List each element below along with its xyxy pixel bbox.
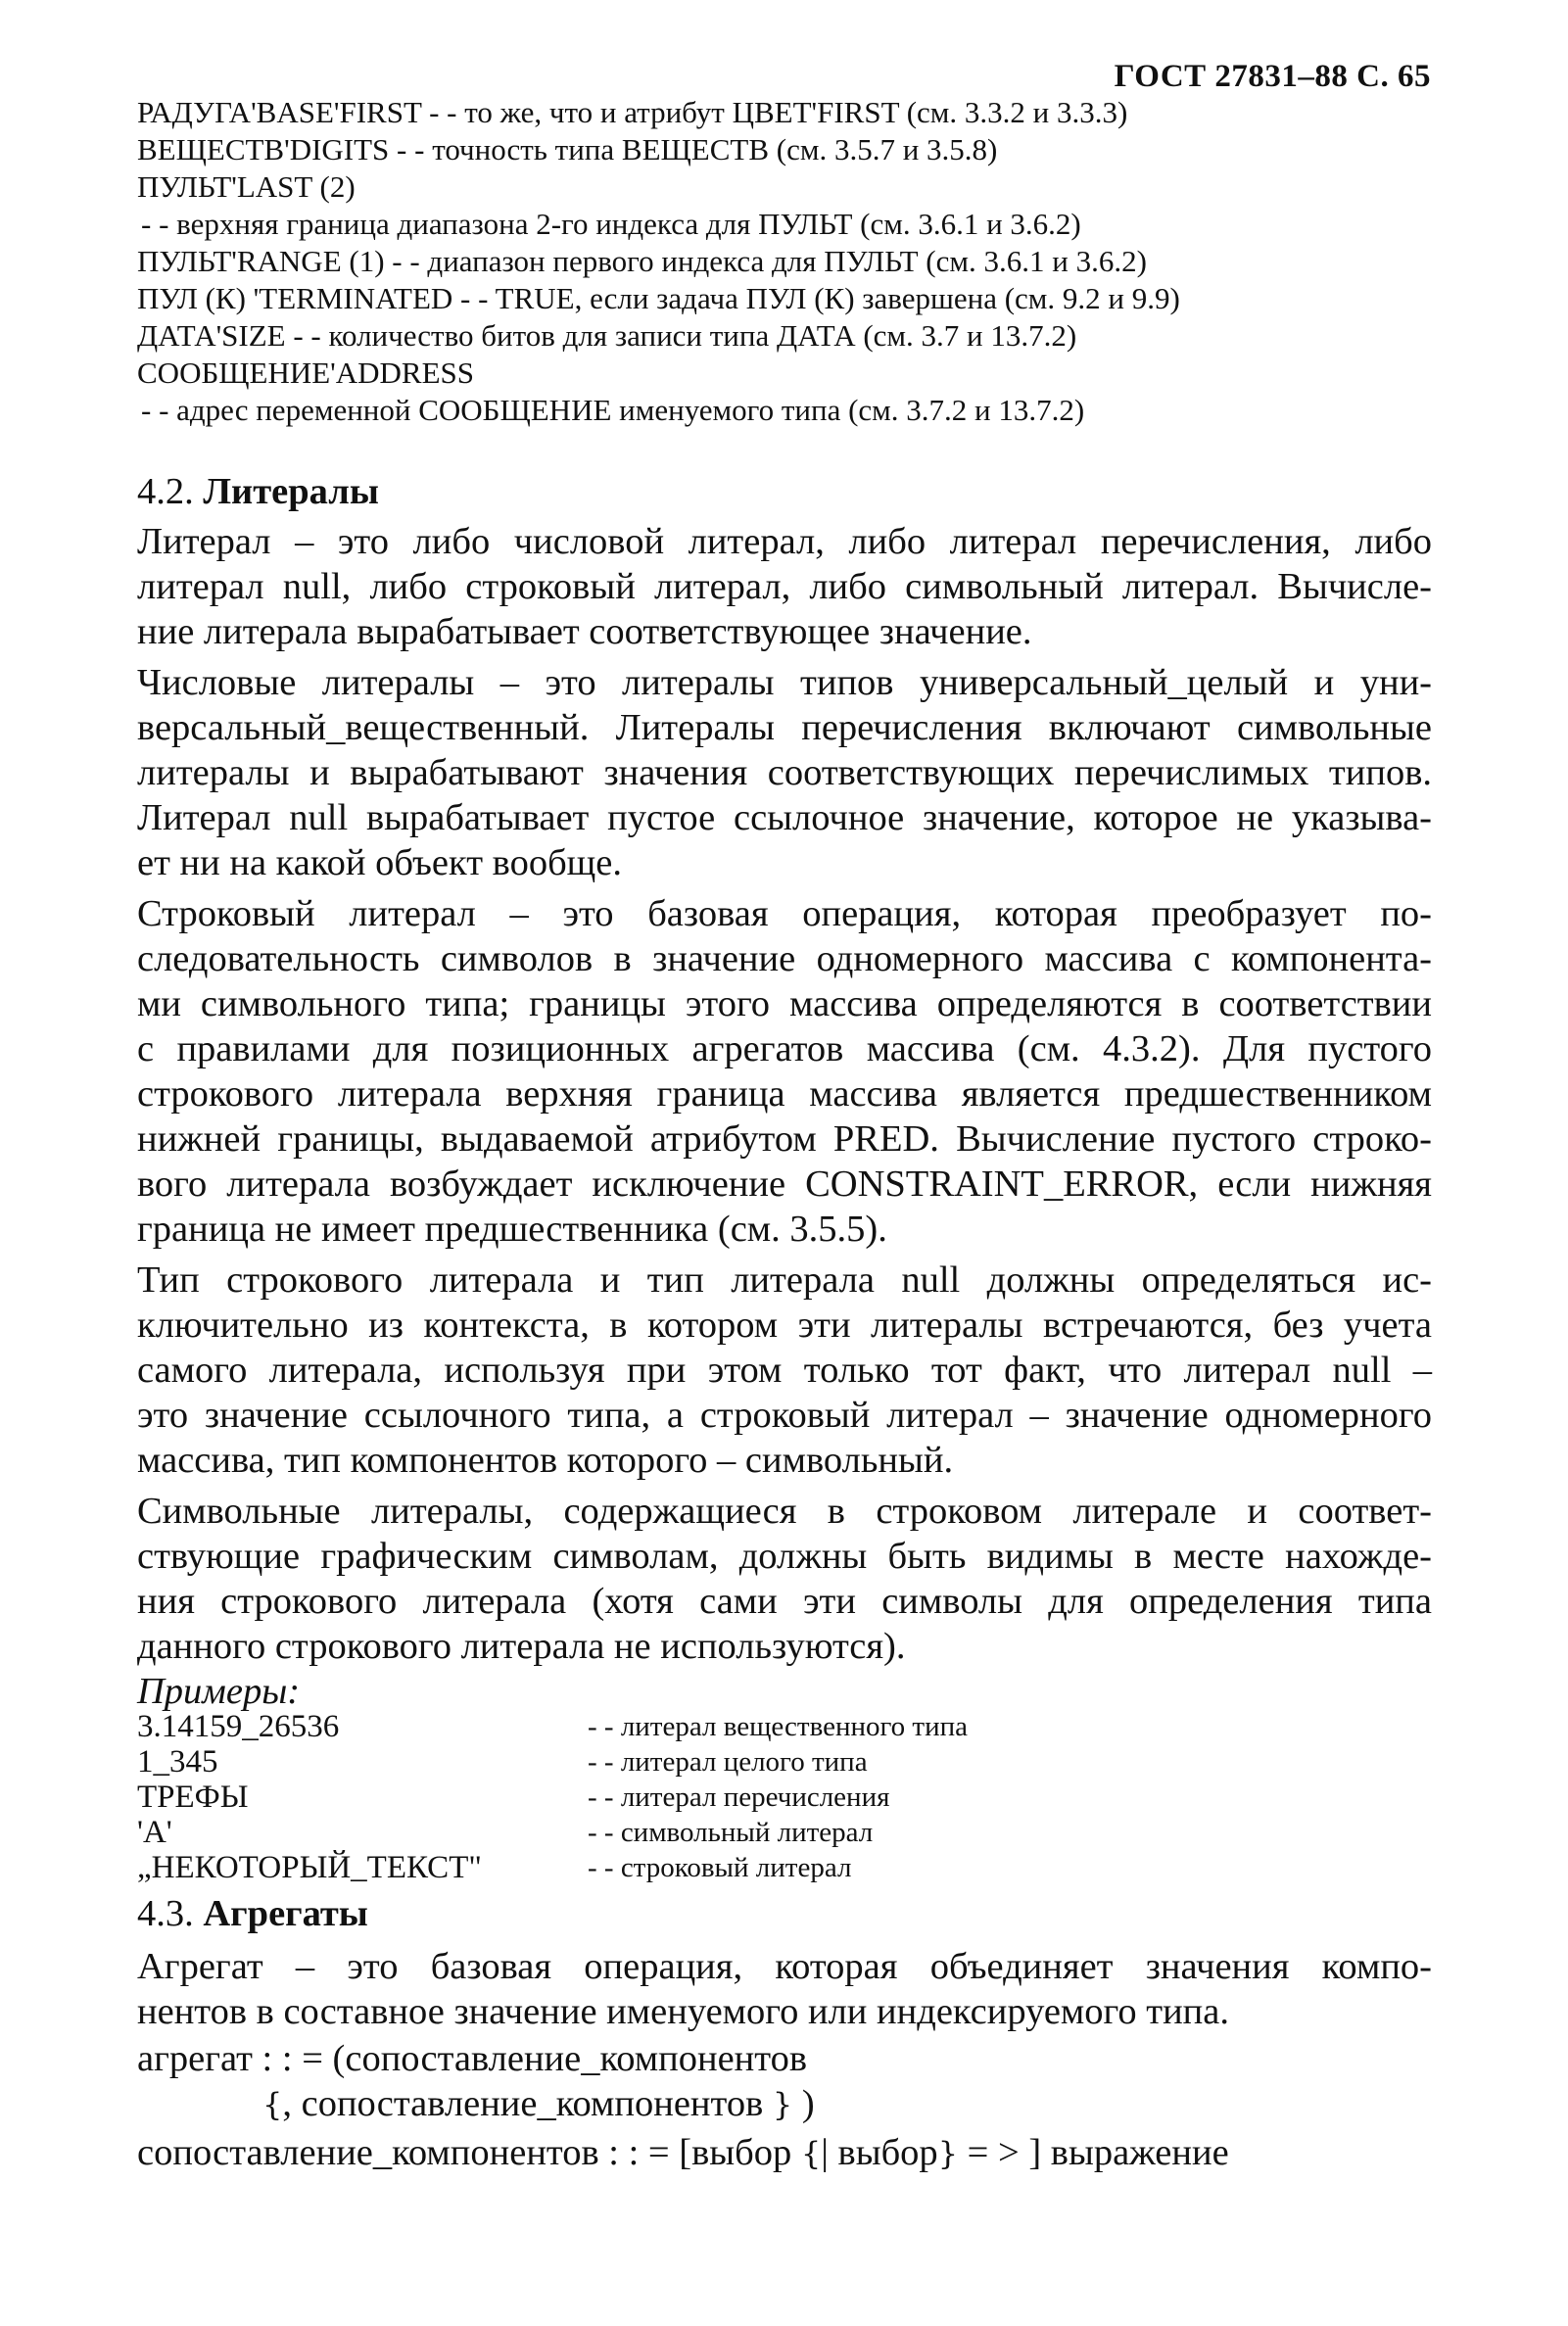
text-line: с правилами для позиционных агрегатов массива (см. 4.3.2). Для пустого	[137, 1028, 1432, 1069]
attribute-line: ВЕЩЕСТВ'DIGITS - - точность типа ВЕЩЕСТВ (см. 3.5.7 и 3.5.8)	[137, 132, 998, 166]
text-line: Литерал – это либо числовой литерал, либо литерал перечисления, либо	[137, 521, 1432, 562]
text-line: массива, тип компонентов которого – символьный.	[137, 1440, 954, 1481]
close-brace: }	[937, 2135, 959, 2172]
syntax-line	[137, 2130, 1432, 2175]
text-line: литералы и вырабатывают значения соответствующих перечислимых типов.	[137, 752, 1432, 793]
text-line: строкового литерала верхняя граница массива является предшественником	[137, 1073, 1432, 1115]
text-line: ми символьного типа; границы этого массива определяются в соответствии	[137, 983, 1432, 1024]
text-line: следовательность символов в значение одномерного массива с компонента-	[137, 938, 1432, 979]
text-line: данного строкового литерала не используются).	[137, 1626, 906, 1667]
attribute-line: ПУЛЬТ'LAST (2)	[137, 169, 356, 204]
example-code: 'A'	[137, 1815, 172, 1850]
text-line: Числовые литералы – это литералы типов универсальный_целый и уни-	[137, 662, 1432, 703]
text-line: Строковый литерал – это базовая операция, которая преобразует по-	[137, 893, 1432, 934]
text-line: вого литерала возбуждает исключение CONSTRAINT_ERROR, если нижняя	[137, 1163, 1432, 1205]
page-header: ГОСТ 27831–88 С. 65	[1114, 59, 1431, 94]
text-line: ние литерала вырабатывает соответствующее значение.	[137, 611, 1032, 652]
example-code: ТРЕФЫ	[137, 1780, 249, 1815]
attribute-line: - - адрес переменной СООБЩЕНИЕ именуемого типа (см. 3.7.2 и 13.7.2)	[141, 393, 1085, 427]
syntax-text: | выбор	[821, 2132, 938, 2173]
example-comment: - - литерал вещественного типа	[588, 1711, 969, 1742]
attribute-line: ПУЛЬТ'RANGE (1) - - диапазон первого индекса для ПУЛЬТ (см. 3.6.1 и 3.6.2)	[137, 244, 1147, 278]
examples-label: Примеры:	[137, 1671, 301, 1712]
example-code: 3.14159_26536	[137, 1709, 340, 1744]
text-line: ключительно из контекста, в котором эти литералы встречаются, без учета	[137, 1305, 1432, 1346]
attribute-line: СООБЩЕНИЕ'ADDRESS	[137, 356, 475, 390]
attribute-examples	[137, 94, 1430, 429]
text-line: Агрегат – это базовая операция, которая объединяет значения компо-	[137, 1946, 1432, 1987]
paragraph	[137, 1489, 1432, 1669]
close-brace: }	[772, 2086, 793, 2123]
text-line: Символьные литералы, содержащиеся в строковом литерале и соответ-	[137, 1491, 1432, 1532]
example-code: „НЕКОТОРЫЙ_ТЕКСТ"	[137, 1850, 482, 1885]
example-comment: - - литерал целого типа	[588, 1746, 868, 1778]
text-line: нентов в составное значение именуемого или индексируемого типа.	[137, 1991, 1229, 2032]
section-number: 4.3.	[137, 1893, 194, 1934]
attribute-line: ДАТА'SIZE - - количество битов для записи типа ДАТА (см. 3.7 и 13.7.2)	[137, 318, 1077, 353]
text-line: нижней границы, выдаваемой атрибутом PRED. Вычисление пустого строко-	[137, 1118, 1432, 1160]
attribute-line: РАДУГА'BASE'FIRST - - то же, что и атрибут ЦВЕТ'FIRST (см. 3.3.2 и 3.3.3)	[137, 95, 1128, 129]
paragraph	[137, 1258, 1432, 1483]
example-code: 1_345	[137, 1744, 218, 1780]
text-line: ет ни на какой объект вообще.	[137, 842, 623, 883]
text-line: ния строкового литерала (хотя сами эти символы для определения типа	[137, 1581, 1432, 1622]
text-line: литерал null, либо строковый литерал, либо символьный литерал. Вычисле-	[137, 566, 1432, 607]
syntax-rule-aggregate: агрегат : : = (сопоставление_компонентов	[137, 2038, 808, 2079]
paragraph	[137, 519, 1432, 654]
paragraph	[137, 891, 1432, 1252]
example-comment: - - литерал перечисления	[588, 1781, 890, 1813]
syntax-line	[137, 2081, 1432, 2126]
text-line: самого литерала, используя при этом только тот факт, что литерал null –	[137, 1350, 1432, 1391]
section-4-2-body	[137, 519, 1432, 1714]
syntax-text: сопоставление_компонентов : : = [выбор	[137, 2132, 801, 2173]
example-comment: - - символьный литерал	[588, 1817, 874, 1848]
section-heading-4-3	[137, 1892, 368, 1935]
text-line: Литерал null вырабатывает пустое ссылочное значение, которое не указыва-	[137, 797, 1432, 838]
text-line: ствующие графическим символам, должны быть видимы в месте нахожде-	[137, 1536, 1432, 1577]
attribute-line: ПУЛ (К) 'TERMINATED - - TRUE, если задача ПУЛ (К) завершена (см. 9.2 и 9.9)	[137, 281, 1180, 315]
text-line: версальный_вещественный. Литералы перечисления включают символьные	[137, 707, 1432, 748]
section-number: 4.2.	[137, 471, 194, 512]
text-line: это значение ссылочного типа, а строковый литерал – значение одномерного	[137, 1395, 1432, 1436]
syntax-line	[137, 2036, 1432, 2081]
paragraph	[137, 1944, 1432, 2034]
section-title: Литералы	[203, 471, 379, 512]
syntax-text: , сопоставление_компонентов	[282, 2083, 773, 2124]
paragraph	[137, 660, 1432, 885]
section-title: Агрегаты	[203, 1893, 368, 1934]
open-brace: {	[262, 2086, 283, 2123]
section-heading-4-2	[137, 470, 379, 513]
syntax-rules	[137, 2036, 1432, 2175]
example-comment: - - строковый литерал	[588, 1852, 852, 1883]
syntax-text: )	[792, 2083, 815, 2124]
text-line: граница не имеет предшественника (см. 3.5.5).	[137, 1209, 887, 1250]
attribute-line: - - верхняя граница диапазона 2-го индекса для ПУЛЬТ (см. 3.6.1 и 3.6.2)	[141, 207, 1081, 241]
text-line: Тип строкового литерала и тип литерала null должны определяться ис-	[137, 1259, 1432, 1301]
syntax-text: = > ] выражение	[958, 2132, 1229, 2173]
section-4-3-body	[137, 1944, 1432, 2034]
open-brace: {	[800, 2135, 822, 2172]
